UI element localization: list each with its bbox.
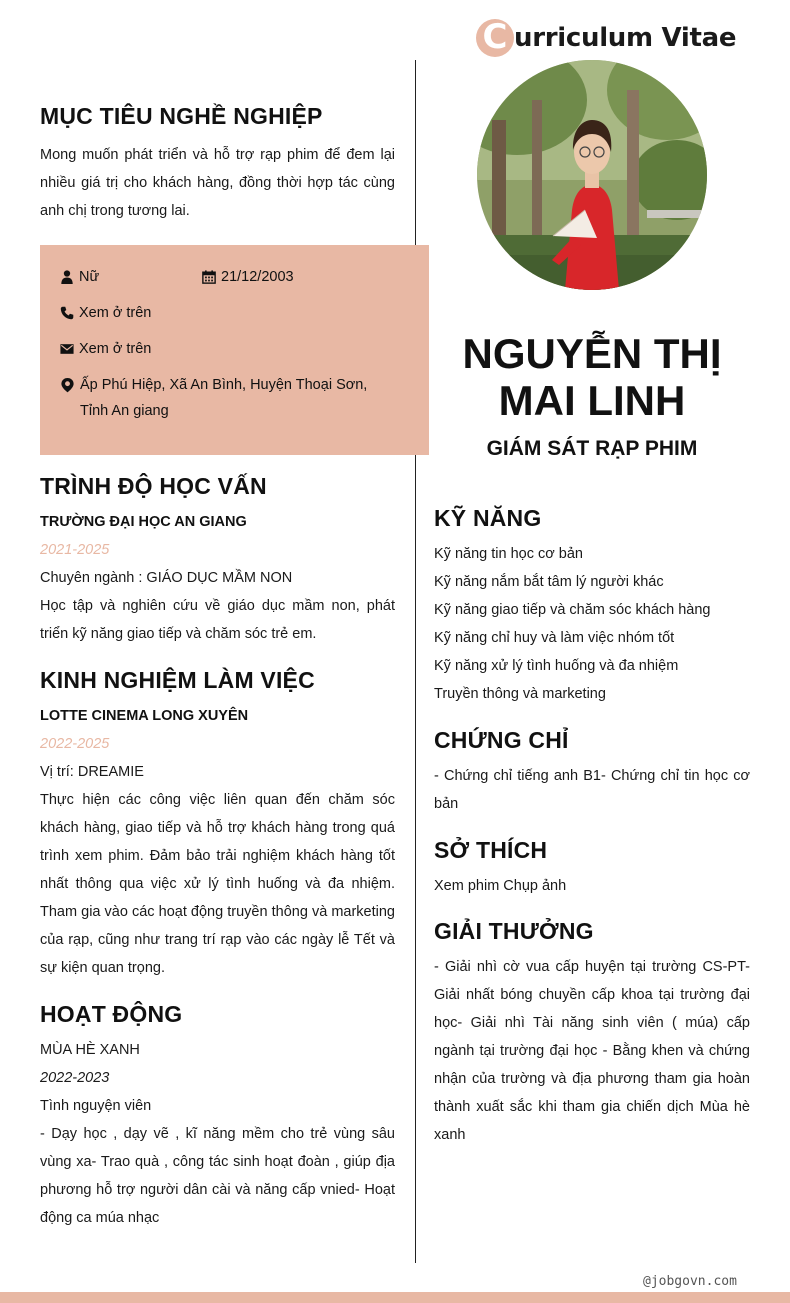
phone-value: Xem ở trên	[79, 305, 152, 321]
certificates-title: CHỨNG CHỈ	[434, 727, 569, 753]
education-section	[40, 473, 395, 648]
certificates-section	[434, 727, 750, 818]
objective-section	[40, 103, 395, 225]
email-value: Xem ở trên	[79, 341, 152, 357]
objective-title: MỤC TIÊU NGHỀ NGHIỆP	[40, 103, 323, 129]
gender-row	[60, 264, 99, 290]
cv-logo	[476, 17, 736, 59]
education-major: Chuyên ngành : GIÁO DỤC MẦM NON	[40, 569, 293, 586]
experience-title: KINH NGHIỆM LÀM VIỆC	[40, 667, 315, 693]
address-value: Ấp Phú Hiệp, Xã An Bình, Huyện Thoại Sơn, Tỉnh An giang	[80, 377, 368, 419]
objective-text: Mong muốn phát triển và hỗ trợ rạp phim để đem lại nhiều giá trị cho khách hàng, đồng thời hợp tác cùng anh chị trong tương lai.	[40, 146, 395, 219]
hobbies-section	[434, 837, 750, 900]
education-title: TRÌNH ĐỘ HỌC VẤN	[40, 473, 267, 499]
skill-item: Truyền thông và marketing	[434, 685, 606, 702]
logo-letter: C	[482, 16, 508, 57]
skill-item: Kỹ năng nắm bắt tâm lý người khác	[434, 573, 664, 590]
person-icon	[60, 270, 74, 284]
logo-text: urriculum Vitae	[514, 23, 737, 53]
experience-section	[40, 667, 395, 982]
logo-circle	[476, 16, 514, 57]
activity-role: Tình nguyện viên	[40, 1097, 152, 1114]
education-period: 2021-2025	[40, 541, 110, 558]
birthday-value: 21/12/2003	[221, 269, 294, 285]
activity-name: MÙA HÈ XANH	[40, 1041, 140, 1058]
job-title: GIÁM SÁT RẠP PHIM	[486, 437, 698, 460]
experience-description: Thực hiện các công việc liên quan đến chăm sóc khách hàng, giao tiếp và hỗ trợ khách hàng trong quá trình xem phim. Đảm bảo trải nghiệm khách hàng tốt nhất thông qua việc xử lý tình huống và đa nhiệm. Tham gia vào các hoạt động truyền thông và marketing của rạp, cũng như trang trí rạp vào các ngày lễ Tết và sự kiện quan trọng.	[40, 791, 395, 976]
skills-title: KỸ NĂNG	[434, 505, 542, 531]
activity-period: 2022-2023	[40, 1069, 110, 1086]
hobbies-title: SỞ THÍCH	[434, 837, 548, 863]
activities-title: HOẠT ĐỘNG	[40, 1001, 183, 1027]
skills-section	[434, 505, 750, 708]
skill-item: Kỹ năng chỉ huy và làm việc nhóm tốt	[434, 629, 675, 646]
contact-box	[40, 245, 429, 455]
birthday-row	[202, 264, 294, 290]
activities-section	[40, 1001, 395, 1232]
profile-photo	[477, 60, 707, 290]
phone-row	[60, 300, 151, 326]
calendar-icon	[202, 270, 216, 284]
footer-watermark: @jobgovn.com	[643, 1274, 737, 1289]
location-pin-icon	[60, 376, 75, 394]
education-school: TRƯỜNG ĐẠI HỌC AN GIANG	[40, 513, 247, 530]
skill-item: Kỹ năng xử lý tình huống và đa nhiệm	[434, 657, 679, 674]
phone-icon	[60, 306, 74, 320]
envelope-icon	[60, 342, 74, 356]
footer-bar	[0, 1292, 790, 1303]
email-row	[60, 336, 151, 362]
gender-value: Nữ	[79, 269, 100, 285]
awards-text: - Giải nhì cờ vua cấp huyện tại trường CS-PT- Giải nhất bóng chuyền cấp khoa tại trường đại học- Giải nhì Tài năng sinh viên ( múa) cấp ngành tại trường đại học - Bằng khen và chứng nhận của trường và địa phương tham gia hoàn thành xuất sắc khi tham gia chiến dịch Mùa hè xanh	[434, 958, 750, 1143]
candidate-name: NGUYỄN THỊ MAI LINH	[462, 330, 722, 424]
activity-description: - Dạy học , dạy vẽ , kĩ năng mềm cho trẻ vùng sâu vùng xa- Trao quà , công tác sinh hoạt đoàn , giúp địa phương hỗ trợ người dân cài và năng cấp vnied- Hoạt động ca múa nhạc	[40, 1125, 395, 1226]
experience-period: 2022-2025	[40, 735, 110, 752]
certificates-text: - Chứng chỉ tiếng anh B1- Chứng chỉ tin học cơ bản	[434, 767, 750, 812]
experience-position: Vị trí: DREAMIE	[40, 763, 144, 780]
skill-item: Kỹ năng tin học cơ bản	[434, 545, 583, 562]
education-description: Học tập và nghiên cứu về giáo dục mầm non, phát triển kỹ năng giao tiếp và chăm sóc trẻ em.	[40, 597, 395, 642]
skills-list	[434, 540, 750, 708]
hobbies-text: Xem phim Chụp ảnh	[434, 877, 567, 894]
skill-item: Kỹ năng giao tiếp và chăm sóc khách hàng	[434, 601, 711, 618]
column-divider	[415, 60, 416, 1263]
address-row	[60, 372, 390, 424]
awards-section	[434, 918, 750, 1149]
experience-company: LOTTE CINEMA LONG XUYÊN	[40, 707, 249, 724]
awards-title: GIẢI THƯỞNG	[434, 918, 594, 944]
